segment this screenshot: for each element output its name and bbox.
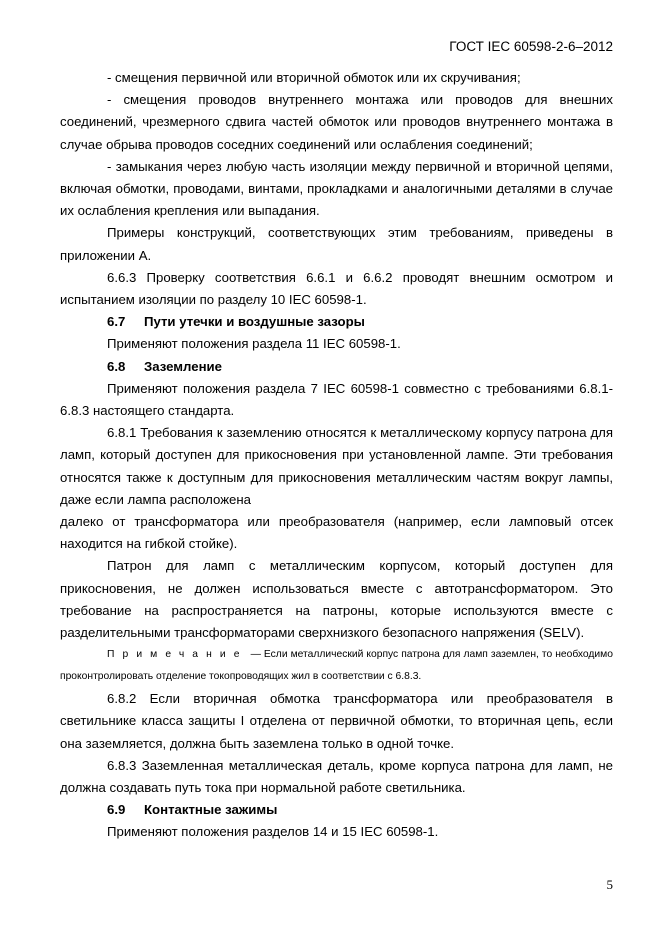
- section-number: 6.8: [107, 358, 126, 374]
- paragraph: 6.6.3 Проверку соответствия 6.6.1 и 6.6.2 проводят внешним осмотром и испытанием изоляции по разделу 10 IEC 60598-1.: [60, 269, 613, 308]
- paragraph: 6.8.1 Требования к заземлению относятся к металлическому корпусу патрона для ламп, который доступен для прикосновения при установленной лампе. Эти требования относятся также к доступным для прикосновения металлическим частям вокруг лампы, даже если лампа расположена: [60, 425, 613, 507]
- note: [60, 644, 613, 688]
- section-heading-6-8: [60, 356, 613, 378]
- paragraph: - смещения проводов внутреннего монтажа или проводов для внешних соединений, чрезмерного сдвига частей обмоток или проводов внутреннего монтажа в случае обрыва проводов соседних соединений или ослабления соединений;: [60, 92, 613, 152]
- section-title: Контактные зажимы: [144, 802, 278, 818]
- note-text: — Если металлический корпус патрона для ламп заземлен, то необходимо проконтролировать отделение токопроводящих жил в соответствии с 6.8.3.: [60, 649, 613, 683]
- note-label: Примечание: [107, 649, 248, 661]
- paragraph: далеко от трансформатора или преобразователя (например, если ламповый отсек находится на гибкой стойке).: [60, 514, 613, 552]
- section-number: 6.7: [107, 314, 126, 330]
- paragraph: - смещения первичной или вторичной обмоток или их скручивания;: [107, 70, 521, 85]
- section-heading-6-7: [60, 311, 613, 333]
- paragraph: - замыкания через любую часть изоляции между первичной и вторичной цепями, включая обмотки, проводами, винтами, прокладками и аналогичными деталями в случае их ослабления крепления или выпадания.: [60, 158, 613, 219]
- section-title: Пути утечки и воздушные зазоры: [144, 314, 365, 330]
- paragraph: Примеры конструкций, соответствующих этим требованиям, приведены в приложении А.: [60, 225, 613, 263]
- paragraph: 6.8.3 Заземленная металлическая деталь, кроме корпуса патрона для ламп, не должна создавать путь тока при нормальной работе светильника.: [60, 757, 613, 796]
- paragraph: Применяют положения разделов 14 и 15 IEC 60598-1.: [107, 824, 439, 840]
- page-number: 5: [606, 877, 613, 892]
- document-body: [60, 67, 613, 844]
- paragraph: Применяют положения раздела 7 IEC 60598-1 совместно с требованиями 6.8.1-6.8.3 настоящего стандарта.: [60, 380, 613, 419]
- section-heading-6-9: [60, 799, 613, 821]
- paragraph: Патрон для ламп с металлическим корпусом, который доступен для прикосновения, не должен использоваться вместе с автотрансформатором. Это требование на распространяется на патроны, которые используются вместе с разделительными трансформаторами сверхнизкого безопасного напряжения (SELV).: [60, 558, 613, 641]
- paragraph: 6.8.2 Если вторичная обмотка трансформатора или преобразователя в светильнике класса защиты I отделена от первичной обмотки, то вторичная цепь, если она заземляется, должна быть заземлена только в одной точке.: [60, 691, 613, 751]
- section-title: Заземление: [144, 358, 222, 374]
- standard-header: ГОСТ IEC 60598-2-6–2012: [449, 39, 613, 54]
- section-number: 6.9: [107, 802, 126, 818]
- paragraph: Применяют положения раздела 11 IEC 60598-1.: [107, 336, 401, 352]
